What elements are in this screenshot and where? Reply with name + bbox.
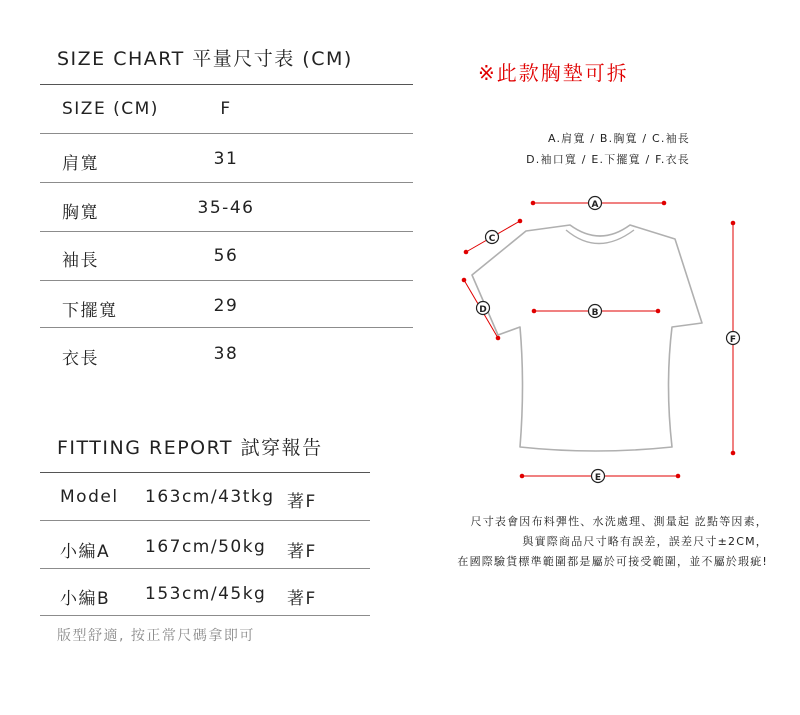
measure-e [520, 470, 681, 484]
fitting-row-name: 小編B [60, 589, 111, 609]
marker-e-label: E [594, 473, 602, 483]
fitting-row-name: 小編A [60, 542, 111, 562]
size-row-value: 56 [213, 246, 239, 266]
measure-f [727, 221, 740, 456]
divider [40, 231, 413, 232]
measurement-legend-line-1: A.肩寬 / B.胸寬 / C.袖長 [547, 132, 690, 145]
disclaimer-line-3: 在國際驗貨標準範圍都是屬於可接受範圍，並不屬於瑕疵! [457, 555, 768, 568]
fitting-row-stats: 167cm/50kg [145, 537, 267, 557]
size-header-label: SIZE (CM) [62, 99, 159, 119]
tshirt-outline [472, 225, 702, 451]
divider [40, 472, 370, 473]
tshirt-diagram [440, 185, 770, 490]
divider [40, 84, 413, 85]
disclaimer-line-1: 尺寸表會因布料彈性、水洗處理、測量起 訖點等因素， [470, 515, 768, 528]
divider [40, 520, 370, 521]
marker-f-label: F [729, 335, 737, 345]
removable-pad-note: ※此款胸墊可拆 [478, 61, 629, 85]
size-chart-title: SIZE CHART 平量尺寸表 (CM) [57, 48, 353, 70]
fitting-report-title: FITTING REPORT 試穿報告 [57, 437, 323, 459]
measurement-legend-line-2: D.袖口寬 / E.下擺寬 / F.衣長 [526, 153, 690, 166]
marker-b-label: B [591, 308, 599, 318]
divider [40, 133, 413, 134]
divider [40, 615, 370, 616]
size-header-value: F [220, 99, 232, 119]
divider [40, 280, 413, 281]
fitting-row-name: Model [60, 487, 119, 507]
marker-a-label: A [591, 200, 599, 210]
fitting-row-size: 著F [287, 589, 317, 609]
marker-c-label: C [488, 234, 496, 244]
divider [40, 568, 370, 569]
divider [40, 327, 413, 328]
fitting-row-stats: 163cm/43tkg [145, 487, 275, 507]
size-row-label: 衣長 [62, 349, 99, 369]
measure-a [531, 197, 667, 211]
size-row-label: 袖長 [62, 251, 99, 271]
size-row-label: 肩寬 [62, 154, 99, 174]
fitting-row-stats: 153cm/45kg [145, 584, 267, 604]
divider [40, 182, 413, 183]
fitting-row-size: 著F [287, 492, 317, 512]
disclaimer-line-2: 與實際商品尺寸略有誤差，誤差尺寸±2CM， [522, 535, 768, 548]
size-row-value: 31 [213, 149, 239, 169]
size-row-value: 35-46 [197, 198, 255, 218]
size-row-value: 38 [213, 344, 239, 364]
fit-note: 版型舒適, 按正常尺碼拿即可 [57, 628, 255, 644]
size-row-label: 胸寬 [62, 203, 99, 223]
marker-d-label: D [479, 305, 487, 315]
size-row-value: 29 [213, 296, 239, 316]
fitting-row-size: 著F [287, 542, 317, 562]
size-row-label: 下擺寬 [62, 301, 118, 321]
